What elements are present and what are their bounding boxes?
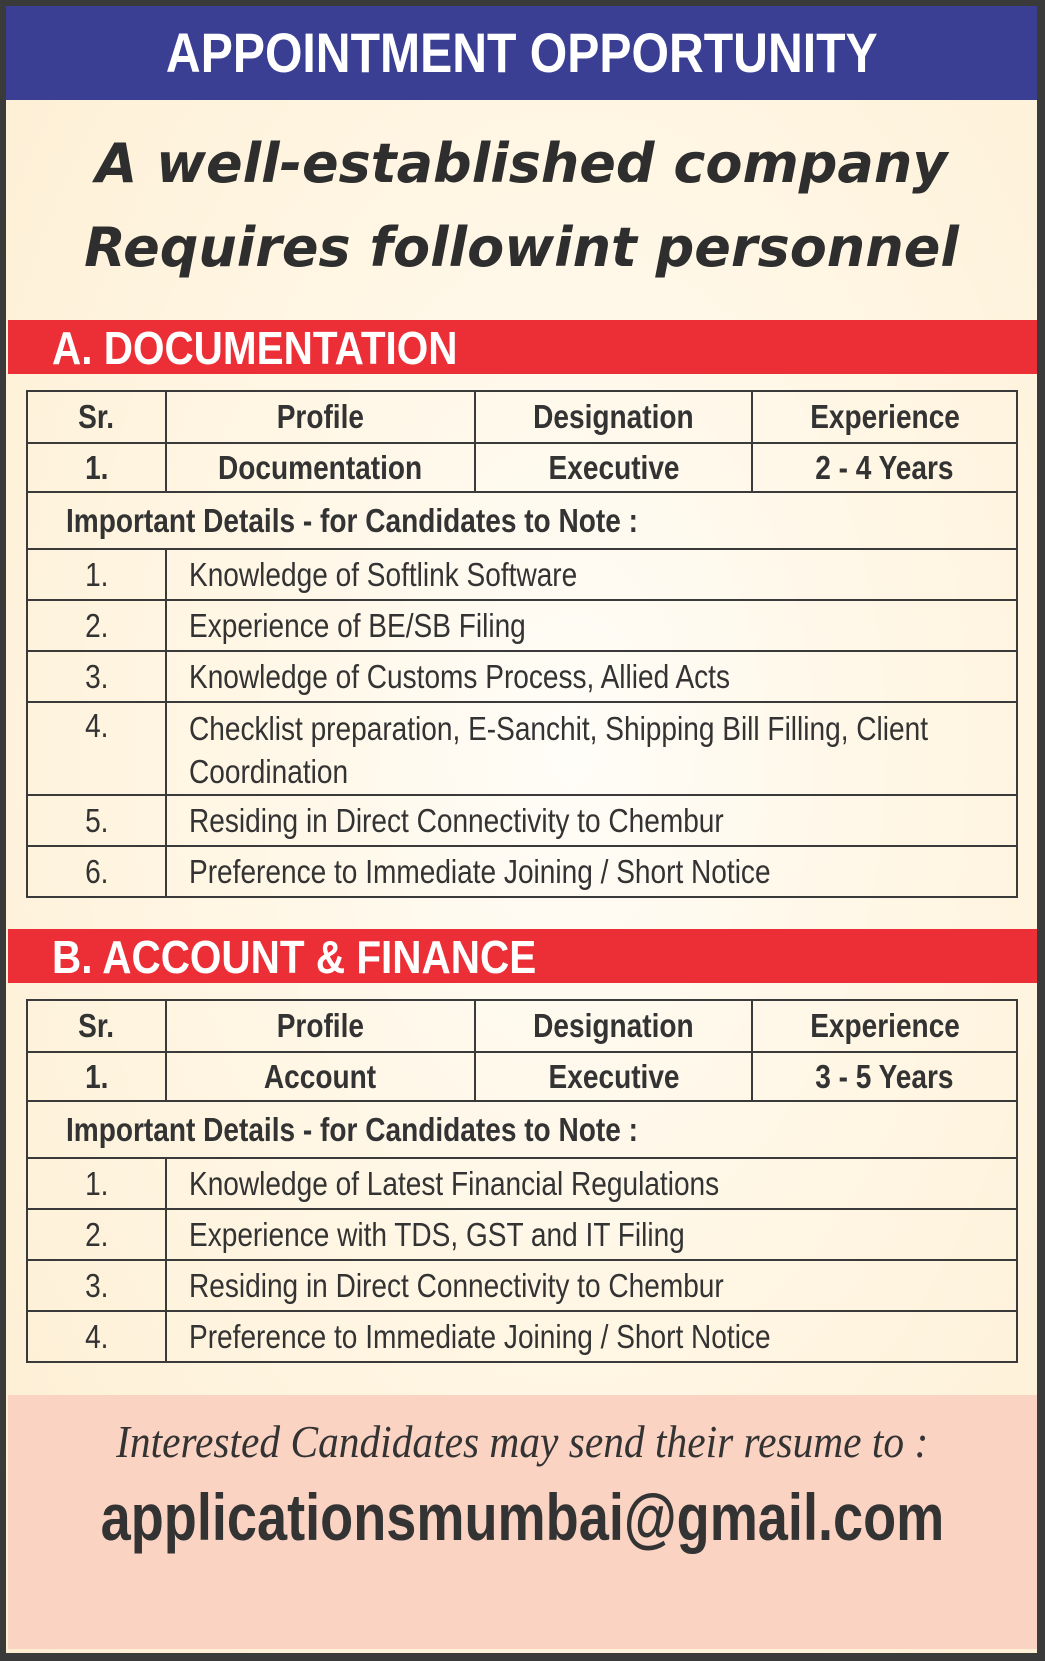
detail-text: Knowledge of Softlink Software: [166, 549, 1017, 600]
intro-line-2: Requires followint personnel: [84, 216, 959, 279]
detail-text: Residing in Direct Connectivity to Chembur: [166, 795, 1017, 846]
job-experience: 2 - 4 Years: [752, 443, 1017, 492]
header-sr: Sr.: [27, 1000, 166, 1052]
contact-panel: [8, 1395, 1037, 1649]
page-title: APPOINTMENT OPPORTUNITY: [165, 21, 878, 84]
detail-text: Residing in Direct Connectivity to Chembur: [166, 1260, 1017, 1311]
job-profile: Account: [166, 1052, 475, 1101]
section-heading-documentation: [8, 320, 1037, 374]
detail-text: Checklist preparation, E-Sanchit, Shipping Bill Filling, Client Coordination: [166, 702, 1017, 795]
job-sr: 1.: [27, 443, 166, 492]
detail-row: [27, 1311, 1017, 1362]
detail-text: Knowledge of Latest Financial Regulations: [166, 1158, 1017, 1209]
account-finance-table: [26, 999, 1018, 1363]
job-experience: 3 - 5 Years: [752, 1052, 1017, 1101]
header-experience: Experience: [752, 1000, 1017, 1052]
header-experience: Experience: [752, 391, 1017, 443]
job-row: [27, 1052, 1017, 1101]
important-details-row: [27, 492, 1017, 549]
important-details-row: [27, 1101, 1017, 1158]
detail-row: [27, 651, 1017, 702]
detail-row: [27, 1158, 1017, 1209]
detail-number: 2.: [27, 1209, 166, 1260]
important-details-label: Important Details - for Candidates to Note :: [27, 1101, 1017, 1158]
detail-number: 5.: [27, 795, 166, 846]
detail-row: [27, 1209, 1017, 1260]
detail-number: 3.: [27, 651, 166, 702]
detail-row: [27, 795, 1017, 846]
detail-number: 1.: [27, 549, 166, 600]
table-header-row: [27, 1000, 1017, 1052]
detail-number: 1.: [27, 1158, 166, 1209]
section-heading-text: B. ACCOUNT & FINANCE: [52, 931, 537, 983]
detail-text: Experience of BE/SB Filing: [166, 600, 1017, 651]
documentation-table: [26, 390, 1018, 898]
detail-text: Knowledge of Customs Process, Allied Acts: [166, 651, 1017, 702]
section-heading-text: A. DOCUMENTATION: [52, 322, 458, 374]
detail-row: [27, 549, 1017, 600]
detail-number: 4.: [27, 1311, 166, 1362]
table-header-row: [27, 391, 1017, 443]
intro-line-1: A well-established company: [95, 132, 948, 195]
job-sr: 1.: [27, 1052, 166, 1101]
header-designation: Designation: [475, 1000, 752, 1052]
header-designation: Designation: [475, 391, 752, 443]
detail-number: 2.: [27, 600, 166, 651]
header-profile: Profile: [166, 391, 475, 443]
job-row: [27, 443, 1017, 492]
detail-number: 3.: [27, 1260, 166, 1311]
job-profile: Documentation: [166, 443, 475, 492]
contact-email[interactable]: applicationsmumbai@gmail.com: [100, 1480, 945, 1554]
job-designation: Executive: [475, 443, 752, 492]
detail-row: [27, 1260, 1017, 1311]
detail-number: 4.: [27, 702, 166, 795]
job-designation: Executive: [475, 1052, 752, 1101]
detail-row: [27, 600, 1017, 651]
detail-number: 6.: [27, 846, 166, 897]
detail-row: [27, 846, 1017, 897]
detail-text: Preference to Immediate Joining / Short Notice: [166, 846, 1017, 897]
resume-invitation: Interested Candidates may send their resume to :: [116, 1416, 929, 1467]
title-banner: [6, 6, 1037, 100]
header-profile: Profile: [166, 1000, 475, 1052]
section-heading-account-finance: [8, 929, 1037, 983]
detail-row: [27, 702, 1017, 795]
detail-text: Preference to Immediate Joining / Short Notice: [166, 1311, 1017, 1362]
detail-text: Experience with TDS, GST and IT Filing: [166, 1209, 1017, 1260]
important-details-label: Important Details - for Candidates to Note :: [27, 492, 1017, 549]
header-sr: Sr.: [27, 391, 166, 443]
